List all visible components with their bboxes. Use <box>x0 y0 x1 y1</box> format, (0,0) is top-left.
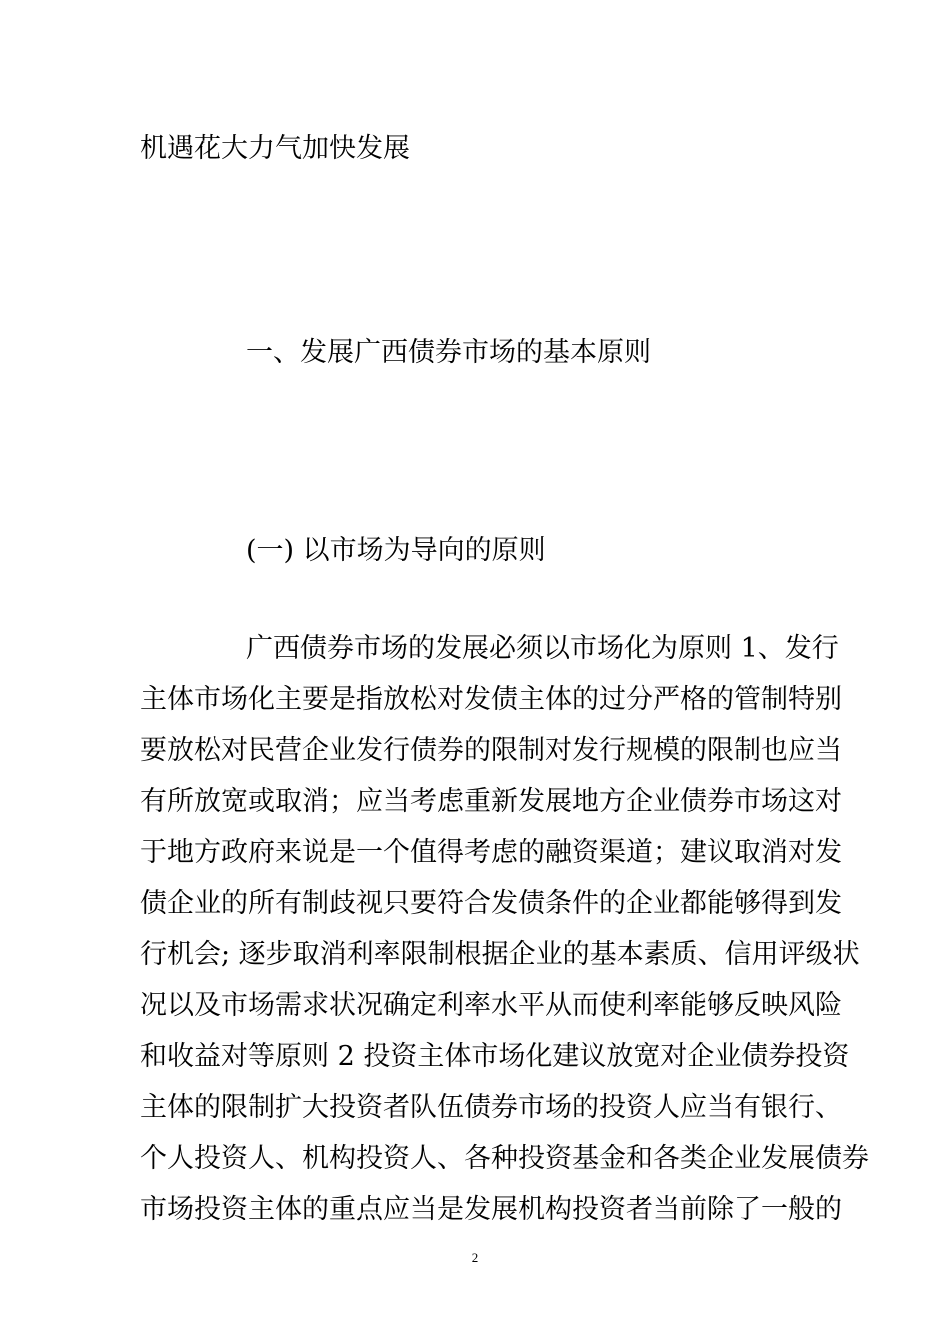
paragraph-line-9: 和收益对等原则 2 投资主体市场化建议放宽对企业债券投资 <box>140 1041 850 1072</box>
paragraph-line-10: 主体的限制扩大投资者队伍债券市场的投资人应当有银行、 <box>140 1092 842 1123</box>
paragraph-line-11: 个人投资人、机构投资人、各种投资基金和各类企业发展债券 <box>140 1143 869 1174</box>
continuation-line: 机遇花大力气加快发展 <box>140 133 410 164</box>
paragraph-line-3: 要放松对民营企业发行债券的限制对发行规模的限制也应当 <box>140 735 842 766</box>
paragraph-line-8: 况以及市场需求状况确定利率水平从而使利率能够反映风险 <box>140 990 842 1021</box>
paragraph-line-1: 广西债券市场的发展必须以市场化为原则 1、发行 <box>246 633 839 664</box>
paragraph-line-12: 市场投资主体的重点应当是发展机构投资者当前除了一般的 <box>140 1194 842 1225</box>
paragraph-line-6: 债企业的所有制歧视只要符合发债条件的企业都能够得到发 <box>140 888 842 919</box>
section-heading: 一、发展广西债券市场的基本原则 <box>246 337 651 368</box>
paragraph-line-5: 于地方政府来说是一个值得考虑的融资渠道；建议取消对发 <box>140 837 842 868</box>
paragraph-line-7: 行机会; 逐步取消利率限制根据企业的基本素质、信用评级状 <box>140 939 860 970</box>
subsection-heading: (一) 以市场为导向的原则 <box>246 535 546 566</box>
page-number: 2 <box>471 1250 479 1265</box>
paragraph-line-2: 主体市场化主要是指放松对发债主体的过分严格的管制特别 <box>140 684 842 715</box>
paragraph-line-4: 有所放宽或取消；应当考虑重新发展地方企业债券市场这对 <box>140 786 842 817</box>
